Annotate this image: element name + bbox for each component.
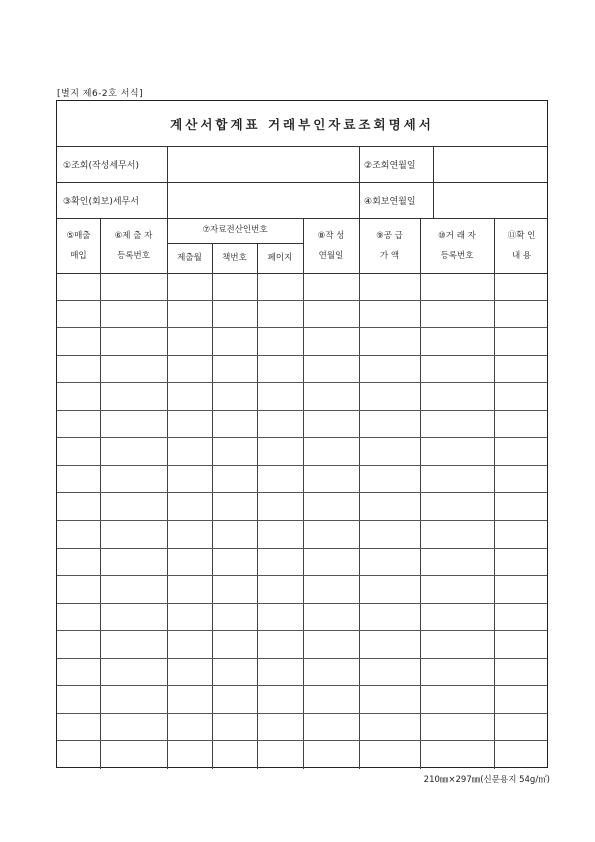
inquiry-date-label: ②조회연월일 [364,160,416,171]
header-sales-purchase: ⑤매출 매입 [66,231,91,261]
table-row[interactable] [57,411,547,439]
reply-date-field[interactable] [433,182,548,218]
table-row[interactable] [57,604,547,632]
header-submit-month: 제출월 [177,253,202,263]
table-row[interactable] [57,659,547,687]
header-book-no: 책번호 [222,253,247,263]
inquiry-office-label: ①조회(작성세무서) [63,160,139,171]
inquiry-row [57,146,547,183]
table-row[interactable] [57,549,547,577]
table-row[interactable] [57,714,547,742]
header-trader-reg-no: ⑩거 래 자 등록번호 [438,231,476,261]
table-row[interactable] [57,741,547,769]
table-row[interactable] [57,521,547,549]
table-row[interactable] [57,466,547,494]
form-title-row [57,101,547,147]
table-row[interactable] [57,328,547,356]
header-data-computer-no: ⑦자료전산인번호 [202,225,268,235]
form-number: [별지 제6-2호 서식] [57,89,144,99]
inquiry-date-field[interactable] [433,146,548,182]
table-row[interactable] [57,301,547,329]
confirm-office-label: ③확인(회보)세무서 [63,196,139,207]
table-row[interactable] [57,383,547,411]
grid-header [57,218,547,274]
table-row[interactable] [57,631,547,659]
table-row[interactable] [57,273,547,301]
header-confirm-content: ⑪확 인 내 용 [507,231,536,261]
grid-body [57,273,547,769]
form-title: 계산서합계표 거래부인자료조회명세서 [170,116,434,132]
form-frame [56,100,548,768]
table-row[interactable] [57,493,547,521]
header-page: 페이지 [267,253,293,263]
table-row[interactable] [57,356,547,384]
reply-date-label: ④회보연월일 [364,196,416,207]
table-row[interactable] [57,686,547,714]
table-row[interactable] [57,438,547,466]
paper-spec-footnote: 210㎜×297㎜(신문용지 54g/㎡) [423,775,550,785]
header-issue-date: ⑧작 성 연월일 [317,231,345,261]
header-supply-amount: ⑨공 급 가 액 [376,231,403,261]
reply-row [57,182,547,219]
header-submitter-reg-no: ⑥제 출 자 등록번호 [114,231,153,261]
inquiry-office-field[interactable] [167,146,359,182]
confirm-office-field[interactable] [167,182,359,218]
table-row[interactable] [57,576,547,604]
